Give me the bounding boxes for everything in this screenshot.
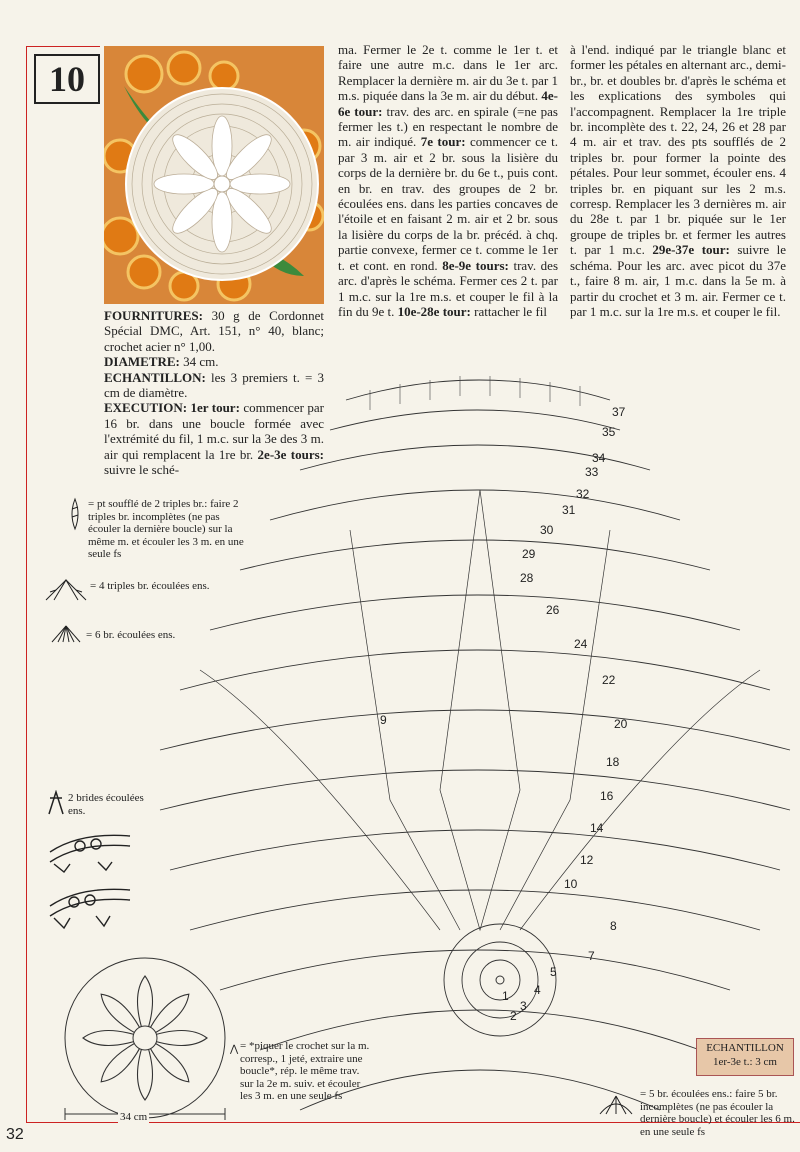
puff-stitch-icon [68,497,82,531]
pattern-number: 10 [34,54,100,104]
round-label-33: 33 [585,465,599,479]
round-label-16: 16 [600,789,614,803]
execution-text: commencer par 16 br. dans une boucle formée avec l'extrémité du fil, 1 m.c. sur la 3e des 3 m. air qui remplacent la 1re br. [104,400,325,462]
col2-text-a: ma. Fermer le 2e t. comme le 1er t. et faire une autre m.c. dans le 1er arc. Remplacer la dernière m. air du 3e t. par 1 m.s. piquée dans la 3e m. air du début. [338,42,558,104]
col2-text-c: commencer ce t. par 3 m. air et 2 br. sous la lisière du corps de la dernière br. du 6e t., puis cont. en br. en trav. des groupes de 2 br. écoulées ens. dans les parties concaves de l'étoile et en faisant 2 m. air et 2 br. sous la lisière du corps de la br. précéd. à chq. partie convexe, fermer ce t. comme le 1er t. et cont. en rond. [338,134,558,273]
round-label-32: 32 [576,487,590,501]
fournitures-text: 30 g de Cordonnet Spécial DMC, Art. 151, n° 40, blanc; crochet acier n° 1,00. [104,308,324,354]
round-label-1: 1 [502,989,509,1003]
tour-4-6-label: 4e-6e tour: [338,88,558,119]
round-label-31: 31 [562,503,576,517]
frame-line-left [26,46,27,1122]
round-label-9: 9 [380,713,387,727]
sample-gauge-title: ECHANTILLON [706,1042,784,1054]
frame-line-top [26,46,100,47]
text-column-3 [570,42,786,319]
col2-text-b: trav. des arc. en spirale (=ne pas fermer les t.) en respectant le nombre de m. air indiqué. [338,103,558,150]
text-column-2 [338,42,558,319]
col2-text-e: rattacher le fil [470,303,548,319]
legend-four-triples: = 4 triples br. écoulées ens. [90,580,210,592]
tours-2-3-text: suivre le sché- [104,462,180,478]
round-label-8: 8 [610,919,617,933]
round-label-7: 7 [588,949,595,963]
sample-gauge-box [696,1038,794,1076]
execution-label: EXECUTION: 1er tour: [104,400,240,416]
round-label-5: 5 [550,965,557,979]
round-label-2: 2 [510,1009,517,1023]
tours-2-3-label: 2e-3e tours: [257,446,324,462]
round-label-10: 10 [564,877,578,891]
round-label-24: 24 [574,637,588,651]
echantillon-text: les 3 premiers t. = 3 cm de diamètre. [104,369,324,401]
crochet-hook-illustration [40,822,140,932]
round-label-22: 22 [602,673,616,687]
legend-five-br: = 5 br. écoulées ens.: faire 5 br. incomplètes (ne pas écouler la dernière boucle) et écouler les 6 m. en une seule fs [640,1088,795,1138]
tour-10-28-label: 10e-28e tour: [397,303,471,319]
tour-7-label: 7e tour: [420,134,466,150]
six-br-icon [50,622,82,644]
legend-six-br: = 6 br. écoulées ens. [86,629,176,641]
tour-29-37-label: 29e-37e tour: [652,242,730,258]
star-note-icon: ⋀ [230,1044,239,1055]
dimension-label: 34 cm [120,1111,148,1123]
diametre-label: DIAMETRE: [104,354,180,370]
five-br-icon [598,1092,634,1116]
round-label-4: 4 [534,983,541,997]
legend-star-note: = *piquer le crochet sur la m. corresp., 1 jeté, extraire une boucle*, rép. le même trav. sur la 2e m. suiv. et écouler les 3 m. en une seule fs [240,1040,370,1103]
legend-puff-stitch: = pt soufflé de 2 triples br.: faire 2 triples br. incomplètes (ne pas écouler la dernière boucle) sur la même m. et écouler les 3 m. en une seule fs [88,498,244,561]
round-label-3: 3 [520,999,527,1013]
two-brides-icon [46,790,66,816]
round-label-30: 30 [540,523,554,537]
fournitures-label: FOURNITURES: [104,308,203,323]
sample-gauge-text: 1er-3e t.: 3 cm [713,1056,777,1068]
page-number: 32 [6,1126,24,1143]
legend-two-brides: 2 brides écoulées ens. [68,792,144,817]
round-label-12: 12 [580,853,594,867]
round-label-14: 14 [590,821,604,835]
round-label-18: 18 [606,755,620,769]
round-label-29: 29 [522,547,536,561]
doily-photo [104,46,324,304]
diametre-text: 34 cm. [179,354,219,370]
round-label-35: 35 [602,425,616,439]
four-triples-icon [44,576,88,602]
round-label-20: 20 [614,717,628,731]
col3-text-b: suivre le schéma. Pour les arc. avec picot du 37e t., faire 8 m. air, 1 m.c. dans la 5e m. à partir du crochet et 3 m. air. Fermer ce t. par 1 m.c. sur la 1re m.s. et couper le fil. [570,242,787,319]
round-label-34: 34 [592,451,606,465]
col3-text-a: à l'end. indiqué par le triangle blanc et former les pétales en alternant arc., demi-br., br. et doubles br. d'après le schéma et les explications des symboles qui l'accompagnent. Remplacer la 1re triple br. incomplète des t. 22, 24, 26 et 28 par 4 m. air et trav. des pts soufflés de 2 triples br. pour former la pointe des pétales. Pour leur sommet, écouler ens. 4 triples br. en piquant sur les 2 m.s. corresp. Remplacer les 3 dernières m. air du 28e t. par 1 br. piquée sur le 1er groupe de triples br. et fermer les autres t. par 1 m.c. [570,42,786,258]
tours-8-9-label: 8e-9e tours: [442,257,509,273]
round-label-37: 37 [612,405,626,419]
round-label-28: 28 [520,571,534,585]
round-label-26: 26 [546,603,560,617]
echantillon-label: ECHANTILLON: [104,369,206,385]
col2-text-d: trav. des arc. d'après le schéma. Fermer ces 2 t. par 1 m.c. sur la 1re m.s. et couper le fil à la fin du 9e t. [338,257,559,319]
